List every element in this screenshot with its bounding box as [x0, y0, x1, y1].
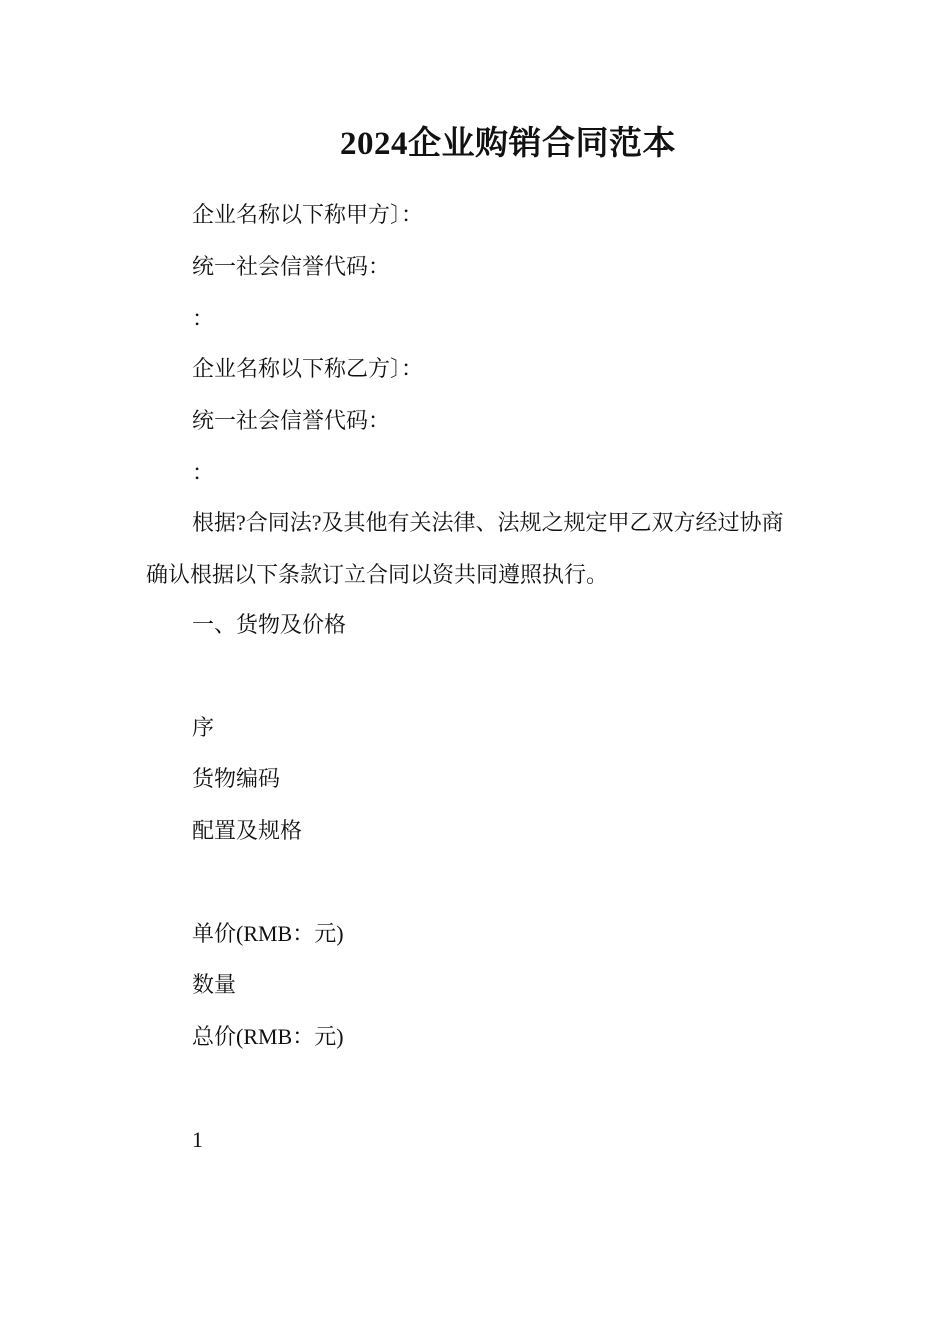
preamble-line-2: 确认根据以下条款订立合同以资共同遵照执行。 — [146, 562, 609, 587]
table-header-goods-code: 货物编码 — [192, 766, 281, 791]
section-1-heading: 一、货物及价格 — [192, 612, 347, 637]
table-header-seq: 序 — [192, 715, 215, 740]
party-a-name-label: 企业名称以下称甲方〕： — [192, 202, 424, 227]
party-b-colon: ： — [192, 460, 215, 485]
table-header-spec: 配置及规格 — [192, 818, 303, 843]
party-a-credit-code-label: 统一社会信誉代码： — [192, 254, 391, 279]
table-header-total-price: 总价(RMB：元) — [192, 1024, 344, 1049]
party-b-name-label: 企业名称以下称乙方〕： — [192, 356, 424, 381]
document-title: 2024企业购销合同范本 — [340, 126, 676, 162]
party-b-credit-code-label: 统一社会信誉代码： — [192, 408, 391, 433]
table-header-unit-price: 单价(RMB：元) — [192, 921, 344, 946]
table-row-1-seq: 1 — [192, 1127, 203, 1152]
party-a-colon: ： — [192, 306, 215, 331]
preamble-line-1: 根据?合同法?及其他有关法律、法规之规定甲乙双方经过协商 — [192, 510, 784, 535]
table-header-quantity: 数量 — [192, 972, 237, 997]
